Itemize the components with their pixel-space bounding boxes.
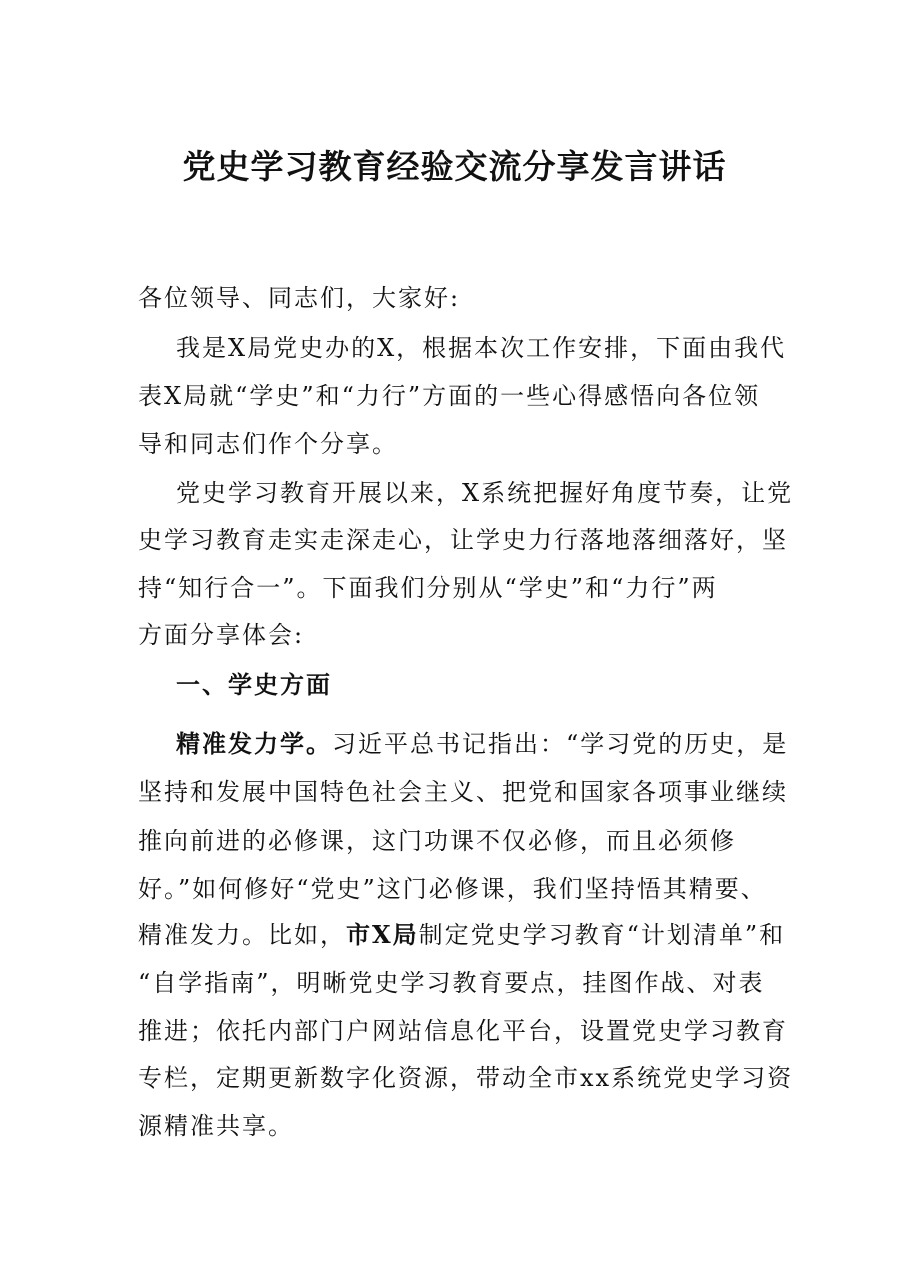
paragraph-3-line: 源精准共享。 (138, 1112, 294, 1140)
paragraph-3-line: 专栏，定期更新数字化资源，带动全市xx系统党史学习资 (138, 1064, 794, 1092)
greeting: 各位领导、同志们，大家好: (138, 284, 461, 312)
paragraph-3-line: 坚持和发展中国特色社会主义、把党和国家各项事业继续 (138, 778, 788, 806)
paragraph-2-line: 持“知行合一”。下面我们分别从“学史”和“力行”两 (138, 574, 718, 602)
paragraph-2-line: 史学习教育走实走深走心，让学史力行落地落细落好，坚 (138, 526, 788, 554)
paragraph-text: 精准发力。比如， (138, 921, 346, 949)
paragraph-3-line: “自学指南”，明晰党史学习教育要点，挂图作战、对表 (138, 969, 765, 997)
paragraph-2-line: 党史学习教育开展以来，X系统把握好角度节奏，让党 (176, 479, 794, 507)
paragraph-1-line: 导和同志们作个分享。 (138, 430, 398, 458)
paragraph-3-line: 推进；依托内部门户网站信息化平台，设置党史学习教育 (138, 1017, 788, 1045)
paragraph-1-line: 我是X局党史办的X，根据本次工作安排，下面由我代 (176, 334, 787, 362)
document-title: 党史学习教育经验交流分享发言讲话 (182, 147, 727, 186)
paragraph-3-line (138, 918, 785, 952)
paragraph-text: 制定党史学习教育“计划清单”和 (418, 921, 786, 949)
paragraph-lead-bold: 精准发力学。 (176, 729, 332, 758)
emphasis-bold: 市X局 (346, 920, 419, 949)
section-heading: 一、学史方面 (176, 670, 332, 699)
paragraph-2-line: 方面分享体会: (138, 621, 305, 649)
paragraph-3-line (176, 727, 788, 761)
paragraph-text: 习近平总书记指出：“学习党的历史，是 (332, 730, 789, 758)
paragraph-3-line: 好。”如何修好“党史”这门必修课，我们坚持悟其精要、 (138, 875, 767, 903)
paragraph-3-line: 推向前进的必修课，这门功课不仅必修，而且必须修 (138, 827, 736, 855)
paragraph-1-line: 表X局就“学史”和“力行”方面的一些心得感悟向各位领 (138, 382, 761, 410)
